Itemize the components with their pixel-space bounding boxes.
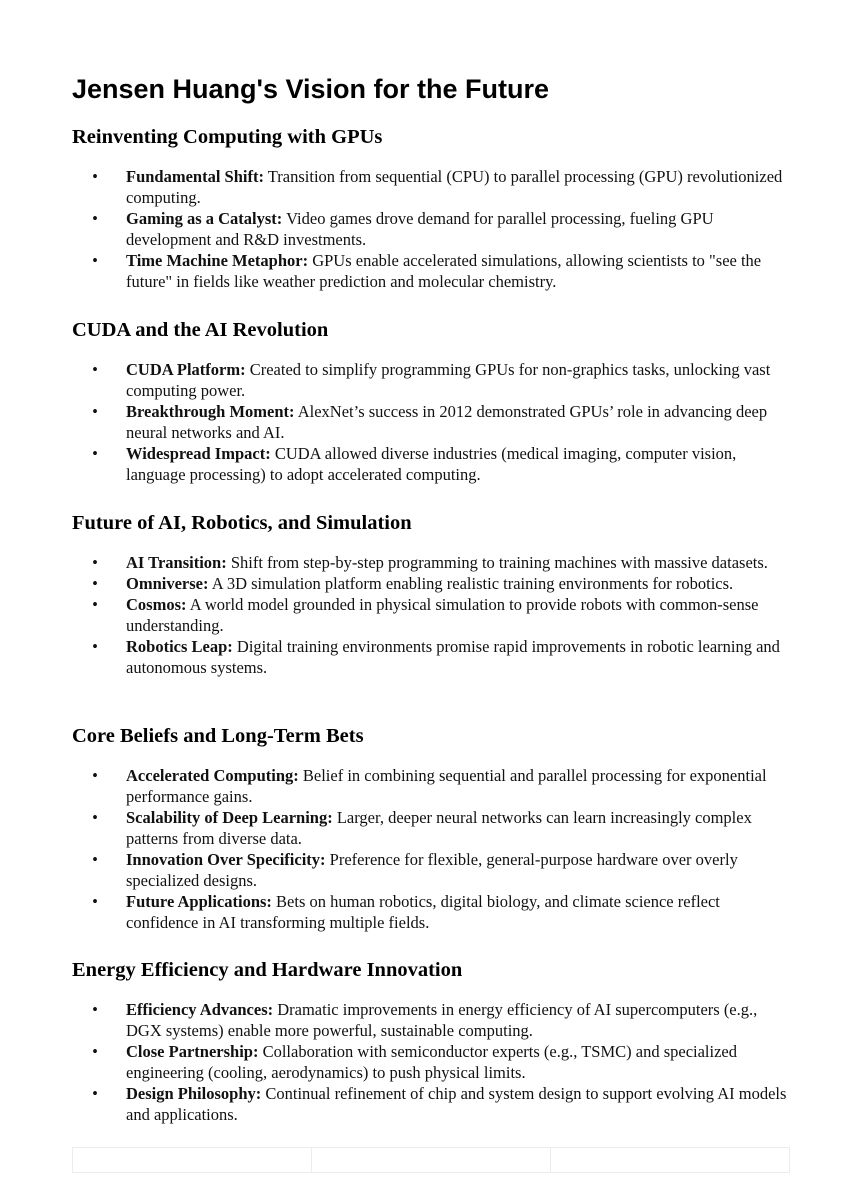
bullet-icon: • (92, 808, 98, 827)
document-title: Jensen Huang's Vision for the Future (72, 74, 549, 104)
footer-cell (73, 1148, 312, 1172)
item-text: Shift from step-by-step programming to training machines with massive datasets. (226, 553, 768, 572)
item-label: Breakthrough Moment: (126, 402, 295, 421)
item-text: Preference for flexible, general-purpose hardware over overly specialized designs. (126, 850, 738, 890)
bullet-icon: • (92, 1084, 98, 1103)
item-label: Innovation Over Specificity: (126, 850, 326, 869)
item-text: A 3D simulation platform enabling realistic training environments for robotics. (208, 574, 734, 593)
bullet-icon: • (92, 209, 98, 228)
bullet-icon: • (92, 574, 98, 593)
list-item (72, 443, 792, 485)
list-item (72, 807, 792, 849)
item-label: AI Transition: (126, 553, 227, 572)
item-label: Future Applications: (126, 892, 272, 911)
bullet-icon: • (92, 850, 98, 869)
bullet-icon: • (92, 892, 98, 911)
bullet-icon: • (92, 595, 98, 614)
bullet-icon: • (92, 1042, 98, 1061)
item-text: A world model grounded in physical simulation to provide robots with common-sense understanding. (126, 595, 759, 635)
bullet-list (72, 166, 792, 292)
item-text: Continual refinement of chip and system design to support evolving AI models and applications. (126, 1084, 787, 1124)
bullet-icon: • (92, 251, 98, 270)
item-label: Robotics Leap: (126, 637, 233, 656)
bullet-icon: • (92, 167, 98, 186)
list-item (72, 849, 792, 891)
section-heading: Future of AI, Robotics, and Simulation (72, 512, 412, 534)
bullet-list (72, 765, 792, 933)
section-heading: Core Beliefs and Long-Term Bets (72, 725, 364, 747)
item-label: CUDA Platform: (126, 360, 246, 379)
list-item (72, 573, 792, 594)
item-text: Created to simplify programming GPUs for non-graphics tasks, unlocking vast computing power. (126, 360, 771, 400)
item-text: AlexNet’s success in 2012 demonstrated GPUs’ role in advancing deep neural networks and AI. (126, 402, 768, 442)
item-label: Time Machine Metaphor: (126, 251, 309, 270)
list-item (72, 1041, 792, 1083)
item-label: Close Partnership: (126, 1042, 259, 1061)
item-text: Video games drove demand for parallel processing, fueling GPU development and R&D investments. (126, 209, 714, 249)
item-label: Widespread Impact: (126, 444, 271, 463)
item-label: Efficiency Advances: (126, 1000, 274, 1019)
list-item (72, 250, 792, 292)
footer-cell (551, 1148, 789, 1172)
list-item (72, 636, 792, 678)
bullet-icon: • (92, 402, 98, 421)
item-label: Fundamental Shift: (126, 167, 264, 186)
list-item (72, 999, 792, 1041)
item-text: Digital training environments promise rapid improvements in robotic learning and autonomous systems. (126, 637, 780, 677)
bullet-list (72, 359, 792, 485)
bullet-icon: • (92, 553, 98, 572)
bullet-icon: • (92, 1000, 98, 1019)
list-item (72, 552, 792, 573)
section-reinventing-computing (72, 124, 792, 292)
section-cuda-ai-revolution (72, 317, 792, 485)
item-label: Cosmos: (126, 595, 187, 614)
section-heading: CUDA and the AI Revolution (72, 319, 329, 341)
list-item (72, 208, 792, 250)
list-item (72, 166, 792, 208)
item-label: Omniverse: (126, 574, 209, 593)
list-item (72, 765, 792, 807)
item-label: Gaming as a Catalyst: (126, 209, 283, 228)
bullet-icon: • (92, 766, 98, 785)
list-item (72, 594, 792, 636)
footer-table (72, 1147, 790, 1173)
item-text: Larger, deeper neural networks can learn increasingly complex patterns from diverse data. (126, 808, 752, 848)
list-item (72, 401, 792, 443)
section-heading: Energy Efficiency and Hardware Innovation (72, 959, 463, 981)
bullet-list (72, 552, 792, 678)
item-text: Collaboration with semiconductor experts (e.g., TSMC) and specialized engineering (cooling, aerodynamics) to push physical limits. (126, 1042, 737, 1082)
section-energy-efficiency (72, 957, 792, 1125)
item-label: Accelerated Computing: (126, 766, 299, 785)
item-label: Scalability of Deep Learning: (126, 808, 333, 827)
item-label: Design Philosophy: (126, 1084, 262, 1103)
section-ai-robotics-simulation (72, 510, 792, 678)
section-heading: Reinventing Computing with GPUs (72, 126, 383, 148)
item-text: GPUs enable accelerated simulations, allowing scientists to "see the future" in fields like weather prediction and molecular chemistry. (126, 251, 762, 291)
bullet-icon: • (92, 360, 98, 379)
bullet-icon: • (92, 444, 98, 463)
footer-cell (312, 1148, 551, 1172)
item-text: Transition from sequential (CPU) to parallel processing (GPU) revolutionized computing. (126, 167, 783, 207)
bullet-icon: • (92, 637, 98, 656)
list-item (72, 1083, 792, 1125)
item-text: Dramatic improvements in energy efficiency of AI supercomputers (e.g., DGX systems) enable more powerful, sustainable computing. (126, 1000, 758, 1040)
item-text: Belief in combining sequential and parallel processing for exponential performance gains. (126, 766, 767, 806)
list-item (72, 359, 792, 401)
list-item (72, 891, 792, 933)
section-core-beliefs (72, 723, 792, 933)
item-text: CUDA allowed diverse industries (medical imaging, computer vision, language processing) to adopt accelerated computing. (126, 444, 737, 484)
bullet-list (72, 999, 792, 1125)
item-text: Bets on human robotics, digital biology, and climate science reflect confidence in AI transforming multiple fields. (126, 892, 720, 932)
